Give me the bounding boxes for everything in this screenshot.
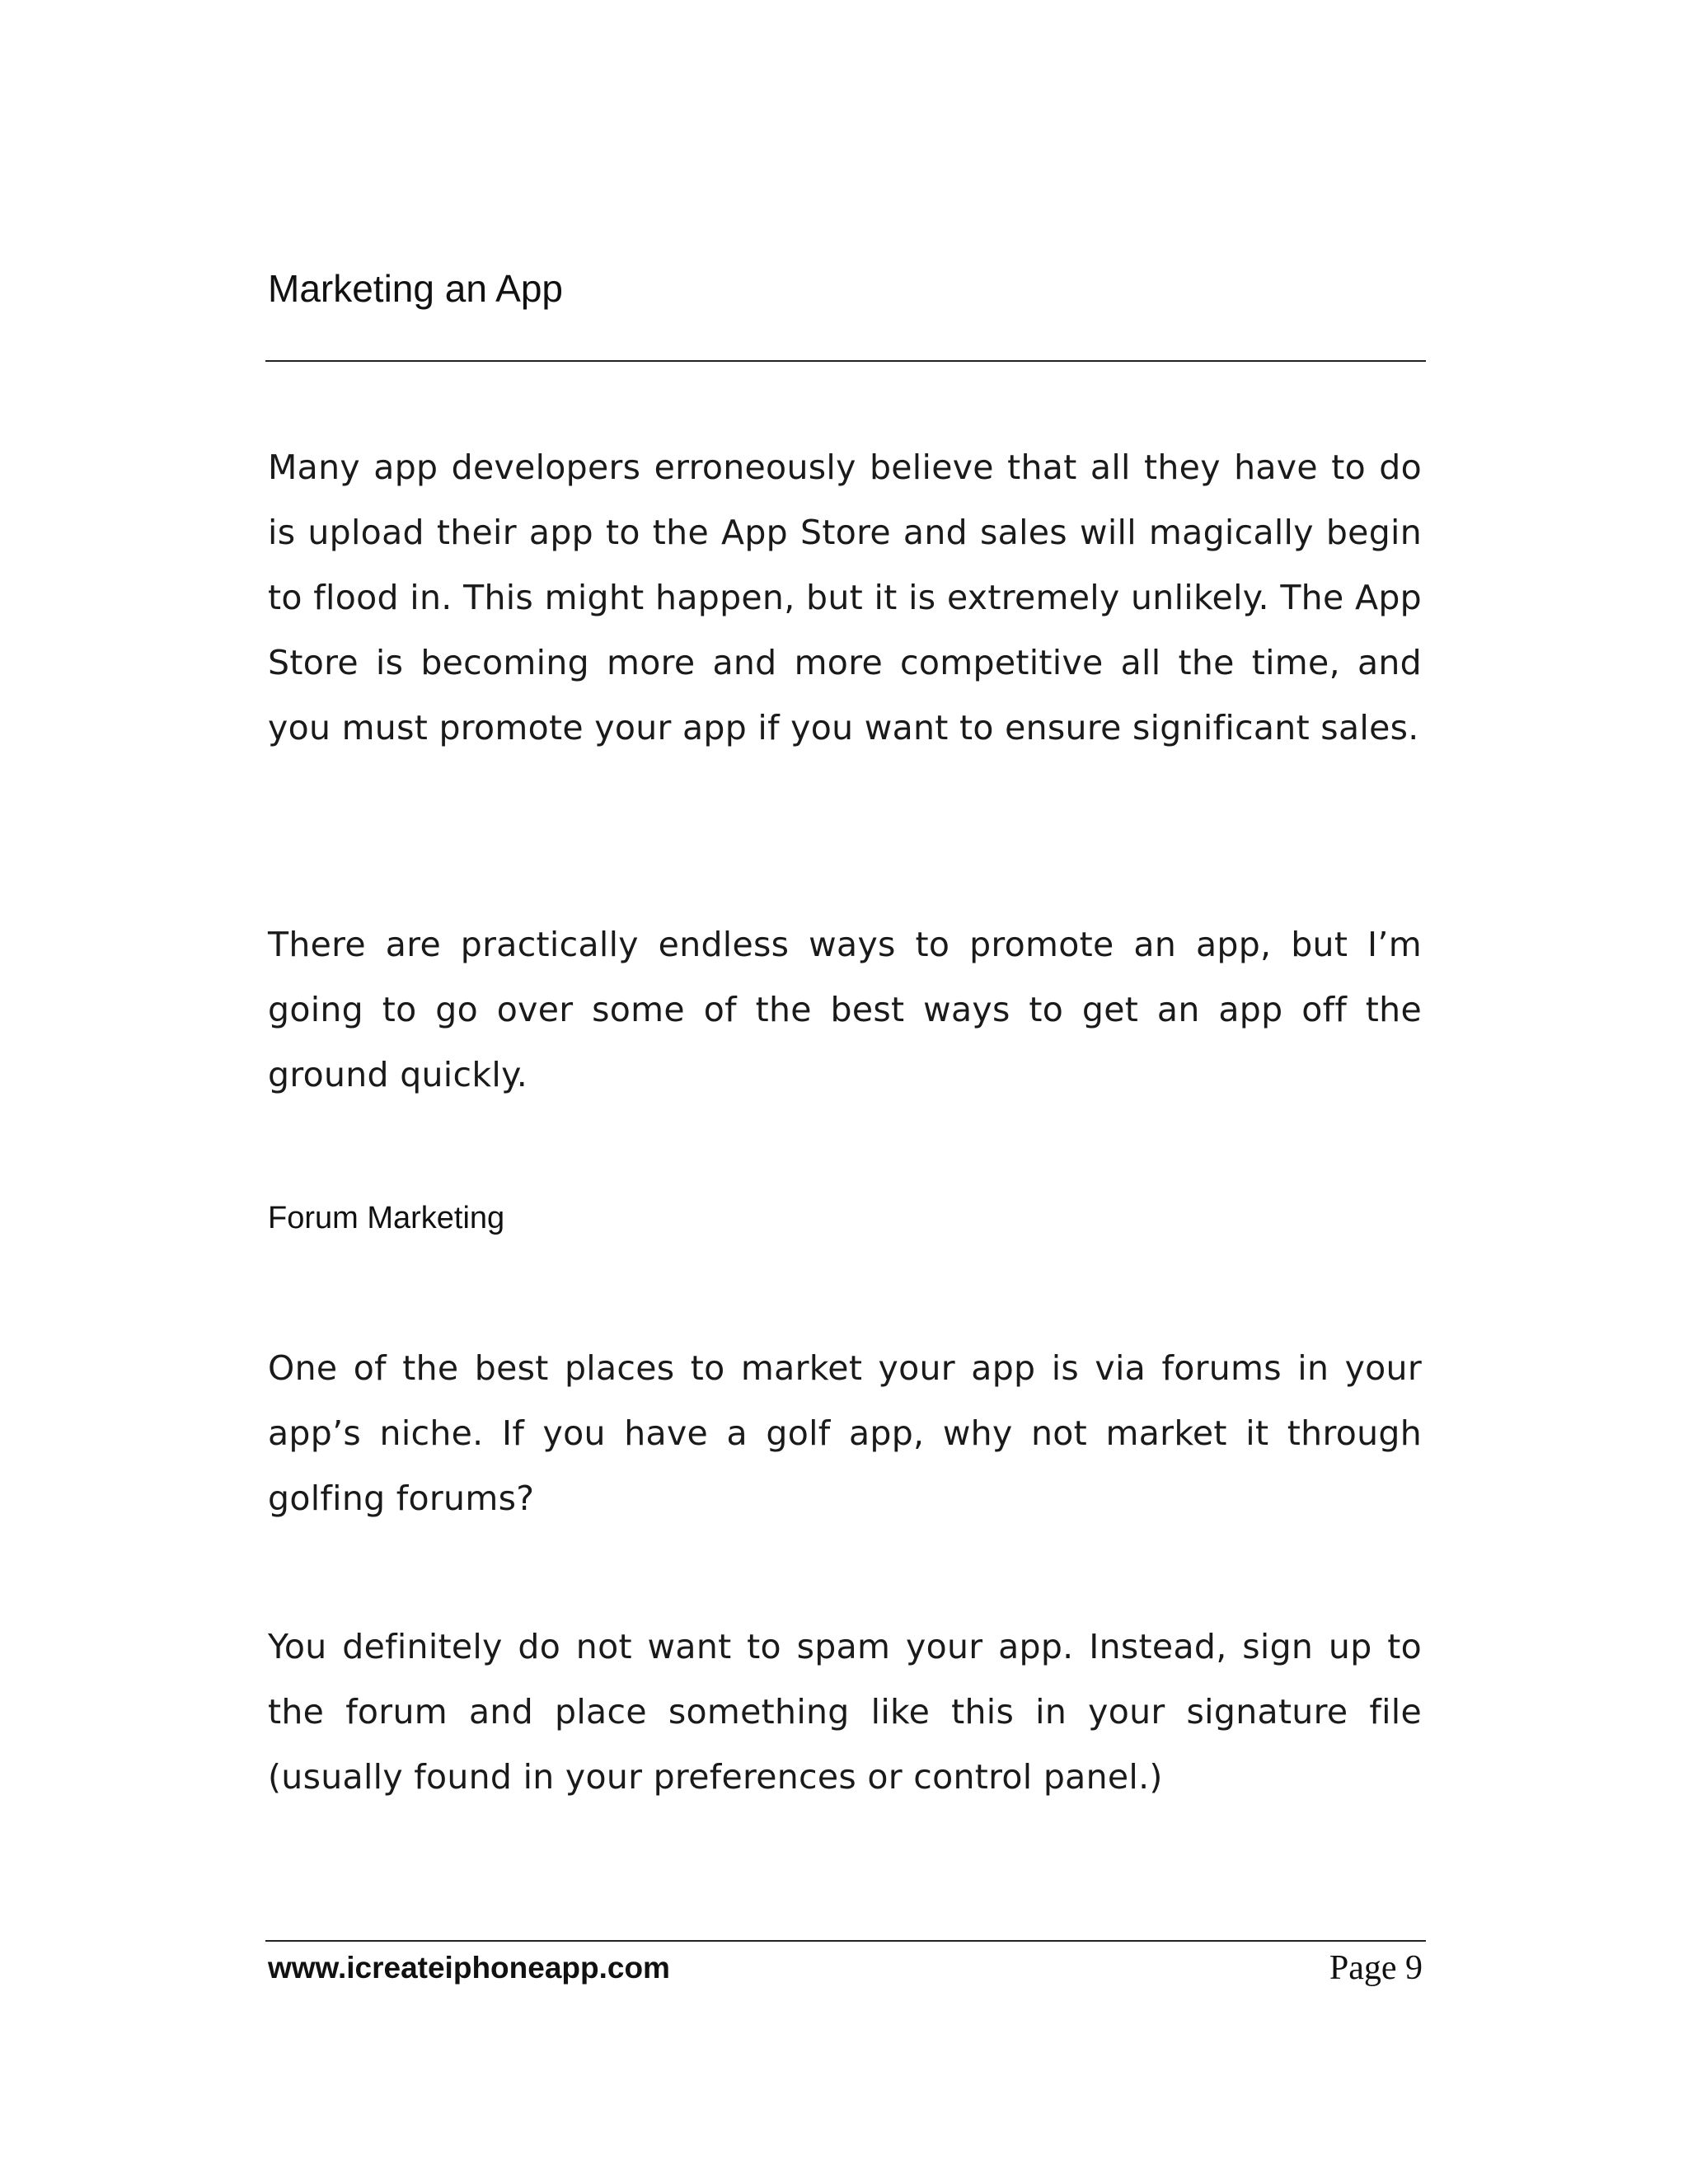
body-paragraph-1: Many app developers erroneously believe that all they have to do is upload their app to the App Store and sales will magically begin to flood in. This might happen, but it is extremely unlikely. The App Store is becoming more and more competitive all the time, and you must promote your app if you want to ensure significant sales.	[268, 448, 1422, 748]
footer-divider	[265, 1940, 1426, 1942]
page-number: Page 9	[1329, 1949, 1423, 1987]
section-paragraph-1: One of the best places to market your app is via forums in your app’s niche. If you have a golf app, why not market it through golfing forums?	[268, 1348, 1422, 1518]
section-paragraph-2: You definitely do not want to spam your app. Instead, sign up to the forum and place something like this in your signature file (usually found in your preferences or control panel.)	[268, 1627, 1422, 1797]
header-divider	[265, 360, 1426, 362]
footer-website-link[interactable]: www.icreateiphoneapp.com	[268, 1951, 670, 1985]
section-heading: Forum Marketing	[268, 1201, 505, 1235]
page-title: Marketing an App	[268, 267, 564, 310]
body-paragraph-2: There are practically endless ways to promote an app, but I’m going to go over some of the best ways to get an app off the ground quickly.	[268, 925, 1422, 1094]
